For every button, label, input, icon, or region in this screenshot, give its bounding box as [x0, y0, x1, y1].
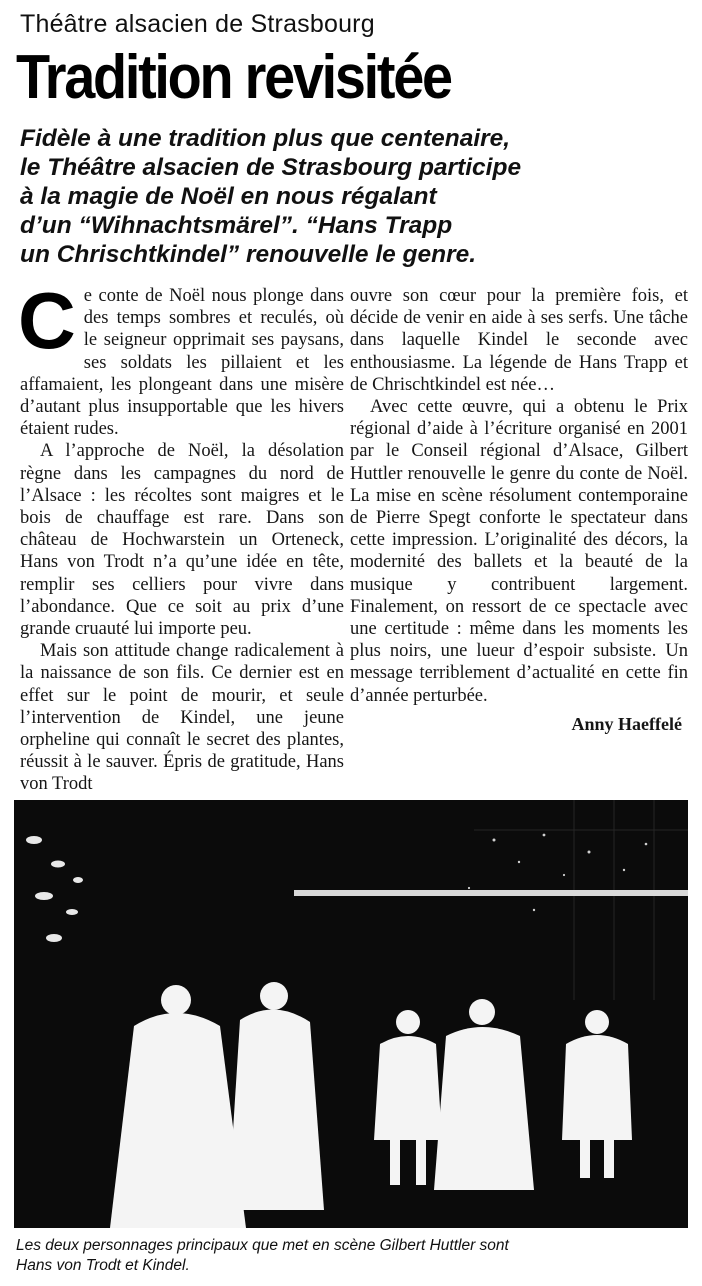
lede-line: à la magie de Noël en nous régalant — [20, 183, 437, 210]
photo-caption — [16, 1236, 692, 1276]
lede-line: d’un “Wihnachtsmärel”. “Hans Trapp — [20, 212, 453, 239]
paragraph-text: e conte de Noël nous plonge dans des temps sombres et reculés, où le seigneur opprimait ses paysans, ses soldats les pillaient et les affamaient, les plongeant dans une misère d’autant plus insupportable que les hivers étaient rudes. — [20, 286, 344, 440]
body-paragraph: ouvre son cœur pour la première fois, et décide de venir en aide à ses serfs. Une tâche dans laquelle Kindel le seconde avec enthousiasme. La légende de Hans Trapp et de Chrischtkindel est née… — [350, 286, 688, 395]
body-column-left — [18, 276, 344, 796]
lede — [20, 124, 660, 269]
lede-line: le Théâtre alsacien de Strasbourg participe — [20, 154, 522, 181]
stage-photo-illustration — [14, 800, 688, 1228]
kicker: Théâtre alsacien de Strasbourg — [20, 10, 375, 38]
body-paragraph: Mais son attitude change radicalement à la naissance de son fils. Ce dernier est en effet sur le point de mourir, et seule l’intervention de Kindel, une jeune orpheline qui connaît le secret des plantes, réussit à le sauver. Épris de gratitude, Hans von Trodt — [20, 641, 344, 795]
stage-photo — [14, 800, 688, 1228]
byline: Anny Haeffelé — [571, 713, 682, 734]
body-paragraph: Avec cette œuvre, qui a obtenu le Prix régional d’aide à l’écriture organisé en 2001 par le Conseil régional d’Alsace, Gilbert Huttler renouvelle le genre du conte de Noël. La mise en scène résolument contemporaine de Pierre Spegt conforte le spectateur dans cette impression. L’originalité des décors, la modernité des ballets et la beauté de la musique y contribuent largement. Finalement, on ressort de ce spectacle avec une certitude : même dans les moments les plus noirs, une lueur d’espoir subsiste. Un message terriblement d’actualité en cette fin d’année perturbée. — [350, 397, 688, 706]
caption-line: Les deux personnages principaux que met en scène Gilbert Huttler sont — [16, 1237, 509, 1254]
body-column-right — [350, 285, 688, 735]
lede-line: Fidèle à une tradition plus que centenaire, — [20, 125, 511, 152]
drop-cap: C — [18, 276, 76, 365]
caption-line: Hans von Trodt et Kindel. — [16, 1257, 190, 1274]
body-paragraph: A l’approche de Noël, la désolation règne dans les campagnes du nord de l’Alsace : les récoltes sont maigres et le bois de chauffage est rare. Dans son château de Hochwarstein un Orteneck, Hans von Trodt n’a qu’une idée en tête, remplir ses celliers pour vivre dans l’abondance. Que ce soit au prix d’une grande cruauté lui importe peu. — [20, 441, 344, 640]
lede-line: un Chrischtkindel” renouvelle le genre. — [20, 241, 477, 268]
headline: Tradition revisitée — [16, 43, 451, 112]
body-paragraph — [18, 276, 344, 440]
